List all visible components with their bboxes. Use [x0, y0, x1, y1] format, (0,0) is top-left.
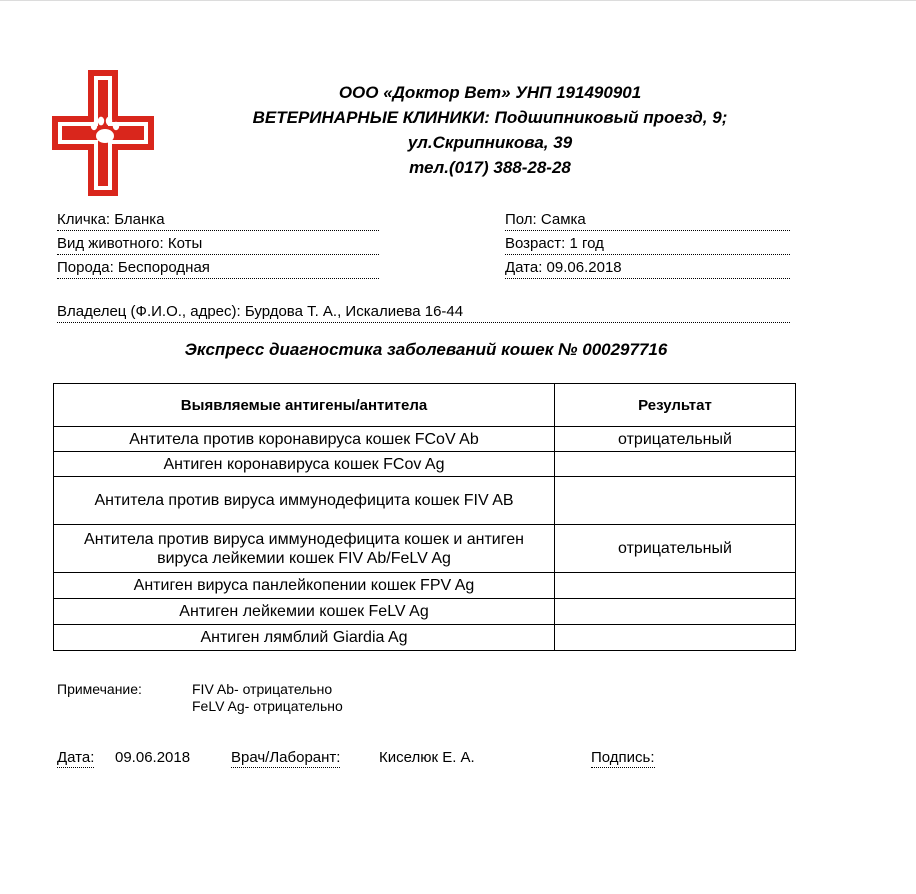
table-header-test: Выявляемые антигены/антитела: [54, 384, 555, 427]
table-row: [54, 452, 796, 477]
footer-doctor-label: Врач/Лаборант:: [231, 749, 341, 766]
result-cell: [555, 452, 796, 477]
header-line-3: ул.Скрипникова, 39: [407, 133, 573, 152]
test-name-cell: Антиген коронавируса кошек FCov Ag: [54, 452, 555, 477]
note-text: [192, 681, 343, 715]
result-cell: отрицательный: [555, 427, 796, 452]
test-name-cell: Антитела против вируса иммунодефицита кошек FIV AB: [54, 477, 555, 525]
exam-date-field: Дата: 09.06.2018: [505, 259, 790, 279]
header-line-4: тел.(017) 388-28-28: [409, 158, 571, 177]
footer-doctor-value: Киселюк Е. А.: [379, 749, 475, 766]
patient-name-field: Кличка: Бланка: [57, 211, 379, 231]
patient-age-field: Возраст: 1 год: [505, 235, 790, 255]
note-line-1: FIV Ab- отрицательно: [192, 681, 333, 697]
footer-date-label: Дата:: [57, 749, 95, 766]
page-top-border: [0, 0, 916, 1]
header-line-1: ООО «Доктор Вет» УНП 191490901: [338, 83, 642, 102]
header-line-2: ВЕТЕРИНАРНЫЕ КЛИНИКИ: Подшипниковый проезд, 9;: [252, 108, 728, 127]
table-header-row: [54, 384, 796, 427]
note-label: Примечание:: [57, 681, 142, 697]
footer-date-value: 09.06.2018: [115, 749, 191, 766]
test-name-cell: Антиген лейкемии кошек FeLV Ag: [54, 599, 555, 625]
test-name-cell: Антиген лямблий Giardia Ag: [54, 625, 555, 651]
test-name-cell: Антитела против коронавируса кошек FCoV Ab: [54, 427, 555, 452]
table-row: [54, 427, 796, 452]
patient-breed-field: Порода: Беспородная: [57, 259, 379, 279]
table-row: [54, 625, 796, 651]
result-cell: [555, 477, 796, 525]
result-cell: отрицательный: [555, 525, 796, 573]
table-row: [54, 573, 796, 599]
patient-sex-field: Пол: Самка: [505, 211, 790, 231]
table-row: [54, 477, 796, 525]
test-name-cell: Антиген вируса панлейкопении кошек FPV Ag: [54, 573, 555, 599]
table-row: [54, 525, 796, 573]
test-name-cell: Антитела против вируса иммунодефицита кошек и антиген вируса лейкемии кошек FIV Ab/FeLV Ag: [54, 525, 555, 573]
clinic-logo-cross-paw-icon: [50, 68, 156, 198]
note-line-2: FeLV Ag- отрицательно: [192, 698, 343, 714]
result-cell: [555, 573, 796, 599]
owner-field: Владелец (Ф.И.О., адрес): Бурдова Т. А., Искалиева 16-44: [57, 303, 790, 323]
clinic-header: [170, 80, 810, 180]
result-cell: [555, 599, 796, 625]
patient-species-field: Вид животного: Коты: [57, 235, 379, 255]
results-table: [53, 383, 796, 651]
report-title: Экспресс диагностика заболеваний кошек № 000297716: [184, 340, 668, 359]
table-header-result: Результат: [555, 384, 796, 427]
table-row: [54, 599, 796, 625]
footer-signature-label: Подпись:: [591, 749, 655, 766]
result-cell: [555, 625, 796, 651]
